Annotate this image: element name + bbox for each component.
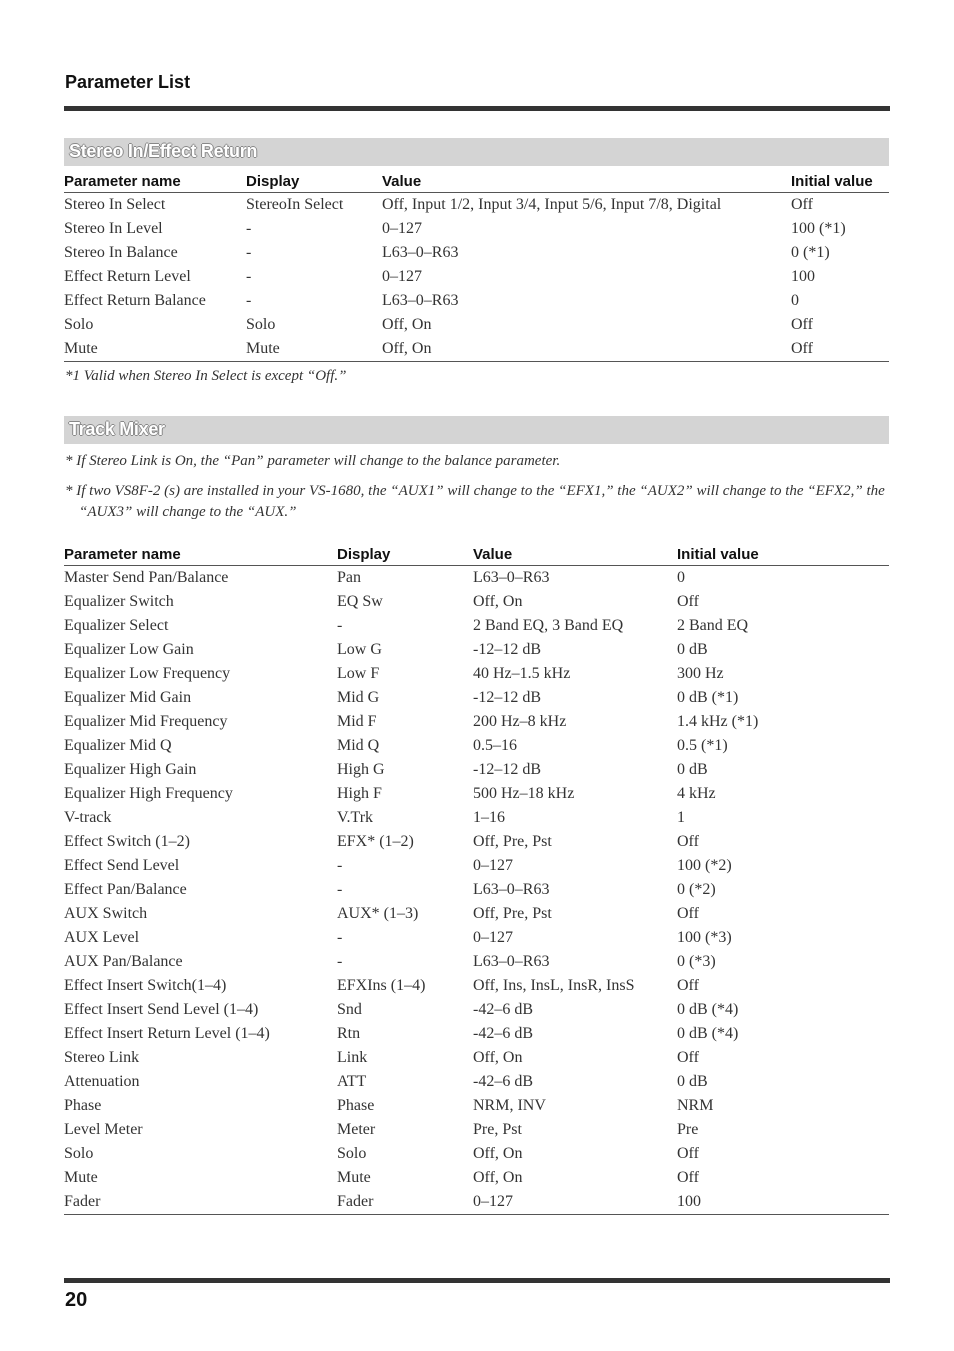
value-cell: 0–127 bbox=[473, 929, 513, 946]
display-cell: Fader bbox=[337, 1190, 473, 1215]
track-mixer-parameter-table bbox=[64, 545, 889, 1215]
initial-value-cell: NRM bbox=[677, 1097, 714, 1114]
table-row bbox=[64, 758, 889, 782]
display-cell: - bbox=[246, 292, 252, 309]
column-header: Display bbox=[246, 172, 382, 193]
value-cell: 0–127 bbox=[382, 268, 422, 285]
parameter-name-cell: AUX Pan/Balance bbox=[64, 953, 183, 970]
initial-value-cell: 100 (*3) bbox=[677, 929, 732, 946]
display-cell: Mid Q bbox=[337, 737, 380, 754]
parameter-name-cell: Fader bbox=[64, 1190, 337, 1215]
initial-value-cell: 0 dB (*1) bbox=[677, 689, 739, 706]
value-cell: NRM, INV bbox=[473, 1097, 546, 1114]
value-cell: -12–12 dB bbox=[473, 641, 541, 658]
display-cell: - bbox=[246, 268, 252, 285]
initial-value-cell: Off bbox=[677, 1145, 699, 1162]
initial-value-cell: 100 (*2) bbox=[677, 857, 732, 874]
value-cell: -12–12 dB bbox=[473, 761, 541, 778]
page-number: 20 bbox=[65, 1289, 88, 1311]
table-row bbox=[64, 265, 889, 289]
value-cell: 500 Hz–18 kHz bbox=[473, 785, 575, 802]
table-row bbox=[64, 1022, 889, 1046]
column-header: Value bbox=[473, 545, 677, 566]
table-row bbox=[64, 1166, 889, 1190]
value-cell: 200 Hz–8 kHz bbox=[473, 713, 567, 730]
section-header-stereo-in bbox=[64, 138, 889, 166]
initial-value-cell: Off bbox=[791, 316, 813, 333]
column-header: Value bbox=[382, 172, 791, 193]
table-row bbox=[64, 902, 889, 926]
initial-value-cell: 100 bbox=[791, 268, 815, 285]
value-cell: L63–0–R63 bbox=[473, 953, 550, 970]
table-row bbox=[64, 854, 889, 878]
column-header: Parameter name bbox=[64, 545, 337, 566]
column-header: Parameter name bbox=[64, 172, 246, 193]
table-row bbox=[64, 1118, 889, 1142]
parameter-name-cell: Phase bbox=[64, 1097, 102, 1114]
value-cell: Off, On bbox=[473, 1169, 523, 1186]
table-row bbox=[64, 734, 889, 758]
display-cell: Mid F bbox=[337, 713, 377, 730]
table-row bbox=[64, 926, 889, 950]
section-title: Stereo In/Effect Return bbox=[69, 141, 258, 161]
display-cell: - bbox=[246, 220, 252, 237]
display-cell: Low G bbox=[337, 641, 382, 658]
table-row bbox=[64, 1070, 889, 1094]
initial-value-cell: Off bbox=[791, 196, 813, 213]
parameter-name-cell: Equalizer Mid Frequency bbox=[64, 713, 228, 730]
table-row bbox=[64, 241, 889, 265]
display-cell: Mute bbox=[337, 1169, 371, 1186]
table-row bbox=[64, 193, 889, 218]
table-row bbox=[64, 337, 889, 362]
value-cell: 0–127 bbox=[473, 857, 513, 874]
parameter-name-cell: Solo bbox=[64, 316, 94, 333]
display-cell: - bbox=[337, 929, 343, 946]
table-row bbox=[64, 1094, 889, 1118]
value-cell: Off, Pre, Pst bbox=[473, 905, 552, 922]
initial-value-cell: Off bbox=[677, 977, 699, 994]
display-cell: Solo bbox=[337, 1145, 367, 1162]
parameter-name-cell: Stereo In Balance bbox=[64, 244, 178, 261]
table-row bbox=[64, 878, 889, 902]
initial-value-cell: 0 dB bbox=[677, 641, 708, 658]
table-row bbox=[64, 710, 889, 734]
value-cell: Off, On bbox=[382, 337, 791, 362]
table-row bbox=[64, 1142, 889, 1166]
table-row bbox=[64, 289, 889, 313]
display-cell: Snd bbox=[337, 1001, 362, 1018]
value-cell: -42–6 dB bbox=[473, 1073, 533, 1090]
display-cell: StereoIn Select bbox=[246, 196, 344, 213]
initial-value-cell: Off bbox=[677, 1169, 699, 1186]
initial-value-cell: 1 bbox=[677, 809, 685, 826]
section-header-track-mixer bbox=[64, 416, 889, 444]
parameter-name-cell: Equalizer Mid Q bbox=[64, 737, 172, 754]
table-row bbox=[64, 614, 889, 638]
table-row bbox=[64, 686, 889, 710]
display-cell: V.Trk bbox=[337, 809, 374, 826]
parameter-name-cell: Effect Insert Switch(1–4) bbox=[64, 977, 227, 994]
initial-value-cell: 0 (*3) bbox=[677, 953, 716, 970]
parameter-name-cell: Equalizer Select bbox=[64, 617, 169, 634]
initial-value-cell: Off bbox=[791, 337, 889, 362]
display-cell: Link bbox=[337, 1049, 368, 1066]
value-cell: Off, On bbox=[382, 316, 432, 333]
value-cell: 0–127 bbox=[473, 1190, 677, 1215]
parameter-name-cell: Master Send Pan/Balance bbox=[64, 569, 229, 586]
stereo-in-parameter-table bbox=[64, 172, 889, 362]
table-row bbox=[64, 662, 889, 686]
table-row bbox=[64, 313, 889, 337]
initial-value-cell: Pre bbox=[677, 1121, 699, 1138]
display-cell: - bbox=[337, 617, 343, 634]
initial-value-cell: Off bbox=[677, 593, 699, 610]
value-cell: Pre, Pst bbox=[473, 1121, 522, 1138]
parameter-name-cell: Stereo In Level bbox=[64, 220, 163, 237]
display-cell: Mid G bbox=[337, 689, 380, 706]
value-cell: Off, Input 1/2, Input 3/4, Input 5/6, Input 7/8, Digital bbox=[382, 196, 722, 213]
table-row bbox=[64, 590, 889, 614]
display-cell: EFX* (1–2) bbox=[337, 833, 414, 850]
section-title: Track Mixer bbox=[69, 419, 165, 439]
table-row bbox=[64, 217, 889, 241]
display-cell: ATT bbox=[337, 1073, 367, 1090]
display-cell: Solo bbox=[246, 316, 276, 333]
initial-value-cell: 300 Hz bbox=[677, 665, 724, 682]
parameter-name-cell: Equalizer Low Frequency bbox=[64, 665, 231, 682]
table-row bbox=[64, 950, 889, 974]
display-cell: EFXIns (1–4) bbox=[337, 977, 426, 994]
display-cell: Low F bbox=[337, 665, 380, 682]
parameter-name-cell: Effect Return Level bbox=[64, 268, 191, 285]
parameter-name-cell: Equalizer Low Gain bbox=[64, 641, 194, 658]
display-cell: High F bbox=[337, 785, 382, 802]
table-row bbox=[64, 1190, 889, 1215]
table-header-row bbox=[64, 172, 889, 193]
display-cell: - bbox=[337, 953, 343, 970]
column-header: Display bbox=[337, 545, 473, 566]
display-cell: Phase bbox=[337, 1097, 375, 1114]
parameter-name-cell: Effect Insert Return Level (1–4) bbox=[64, 1025, 270, 1042]
column-header: Initial value bbox=[677, 545, 889, 566]
value-cell: L63–0–R63 bbox=[382, 292, 459, 309]
value-cell: -42–6 dB bbox=[473, 1025, 533, 1042]
track-mixer-note: * If two VS8F-2 (s) are installed in your VS-1680, the “AUX1” will change to the “EFX1,” the “AUX2” will change to the “EFX2,” the “AUX3” will change to the “AUX.” bbox=[65, 483, 885, 520]
parameter-name-cell: Effect Switch (1–2) bbox=[64, 833, 190, 850]
parameter-name-cell: Attenuation bbox=[64, 1073, 140, 1090]
value-cell: Off, On bbox=[473, 1145, 523, 1162]
header-rule bbox=[64, 106, 890, 111]
parameter-name-cell: Level Meter bbox=[64, 1121, 143, 1138]
value-cell: -42–6 dB bbox=[473, 1001, 533, 1018]
value-cell: L63–0–R63 bbox=[473, 881, 550, 898]
table-header-row bbox=[64, 545, 889, 566]
parameter-name-cell: Stereo In Select bbox=[64, 196, 166, 213]
display-cell: Mute bbox=[246, 337, 382, 362]
display-cell: Meter bbox=[337, 1121, 376, 1138]
initial-value-cell: Off bbox=[677, 1049, 699, 1066]
display-cell: Rtn bbox=[337, 1025, 361, 1042]
parameter-name-cell: Equalizer High Frequency bbox=[64, 785, 233, 802]
display-cell: - bbox=[337, 881, 343, 898]
initial-value-cell: 0 dB bbox=[677, 1073, 708, 1090]
value-cell: L63–0–R63 bbox=[382, 244, 459, 261]
initial-value-cell: Off bbox=[677, 905, 699, 922]
value-cell: 40 Hz–1.5 kHz bbox=[473, 665, 571, 682]
parameter-name-cell: Effect Pan/Balance bbox=[64, 881, 187, 898]
parameter-name-cell: Equalizer Switch bbox=[64, 593, 174, 610]
table-row bbox=[64, 1046, 889, 1070]
initial-value-cell: 0 dB bbox=[677, 761, 708, 778]
display-cell: EQ Sw bbox=[337, 593, 383, 610]
initial-value-cell: 0 (*2) bbox=[677, 881, 716, 898]
stereo-in-footnote: *1 Valid when Stereo In Select is except “Off.” bbox=[65, 368, 347, 384]
footer-rule bbox=[64, 1278, 890, 1283]
parameter-name-cell: Effect Return Balance bbox=[64, 292, 206, 309]
parameter-name-cell: V-track bbox=[64, 809, 112, 826]
value-cell: Off, Pre, Pst bbox=[473, 833, 552, 850]
table-row bbox=[64, 998, 889, 1022]
initial-value-cell: 0 dB (*4) bbox=[677, 1001, 739, 1018]
initial-value-cell: 100 bbox=[677, 1190, 889, 1215]
initial-value-cell: 0 (*1) bbox=[791, 244, 830, 261]
display-cell: - bbox=[337, 857, 343, 874]
value-cell: 0–127 bbox=[382, 220, 422, 237]
display-cell: AUX* (1–3) bbox=[337, 905, 419, 922]
initial-value-cell: 0.5 (*1) bbox=[677, 737, 728, 754]
value-cell: -12–12 dB bbox=[473, 689, 541, 706]
initial-value-cell: 2 Band EQ bbox=[677, 617, 749, 634]
parameter-name-cell: Equalizer High Gain bbox=[64, 761, 197, 778]
table-row bbox=[64, 566, 889, 591]
initial-value-cell: 0 dB (*4) bbox=[677, 1025, 739, 1042]
parameter-name-cell: Mute bbox=[64, 1169, 98, 1186]
value-cell: 0.5–16 bbox=[473, 737, 517, 754]
value-cell: 1–16 bbox=[473, 809, 505, 826]
track-mixer-note: * If Stereo Link is On, the “Pan” parameter will change to the balance parameter. bbox=[65, 453, 561, 469]
display-cell: High G bbox=[337, 761, 385, 778]
table-row bbox=[64, 638, 889, 662]
table-row bbox=[64, 782, 889, 806]
value-cell: L63–0–R63 bbox=[473, 569, 550, 586]
initial-value-cell: 4 kHz bbox=[677, 785, 716, 802]
table-row bbox=[64, 830, 889, 854]
value-cell: Off, On bbox=[473, 1049, 523, 1066]
parameter-name-cell: Equalizer Mid Gain bbox=[64, 689, 192, 706]
value-cell: Off, Ins, InsL, InsR, InsS bbox=[473, 977, 635, 994]
parameter-name-cell: Stereo Link bbox=[64, 1049, 140, 1066]
initial-value-cell: 0 bbox=[677, 569, 685, 586]
parameter-name-cell: Effect Send Level bbox=[64, 857, 180, 874]
page-header: Parameter List bbox=[65, 72, 191, 92]
parameter-name-cell: Mute bbox=[64, 337, 246, 362]
parameter-name-cell: AUX Switch bbox=[64, 905, 148, 922]
parameter-name-cell: Effect Insert Send Level (1–4) bbox=[64, 1001, 259, 1018]
value-cell: 2 Band EQ, 3 Band EQ bbox=[473, 617, 624, 634]
display-cell: - bbox=[246, 244, 252, 261]
initial-value-cell: 0 bbox=[791, 292, 799, 309]
column-header: Initial value bbox=[791, 172, 889, 193]
parameter-name-cell: Solo bbox=[64, 1145, 94, 1162]
parameter-name-cell: AUX Level bbox=[64, 929, 140, 946]
initial-value-cell: 1.4 kHz (*1) bbox=[677, 713, 759, 730]
initial-value-cell: Off bbox=[677, 833, 699, 850]
value-cell: Off, On bbox=[473, 593, 523, 610]
display-cell: Pan bbox=[337, 569, 361, 586]
initial-value-cell: 100 (*1) bbox=[791, 220, 846, 237]
table-row bbox=[64, 974, 889, 998]
table-row bbox=[64, 806, 889, 830]
